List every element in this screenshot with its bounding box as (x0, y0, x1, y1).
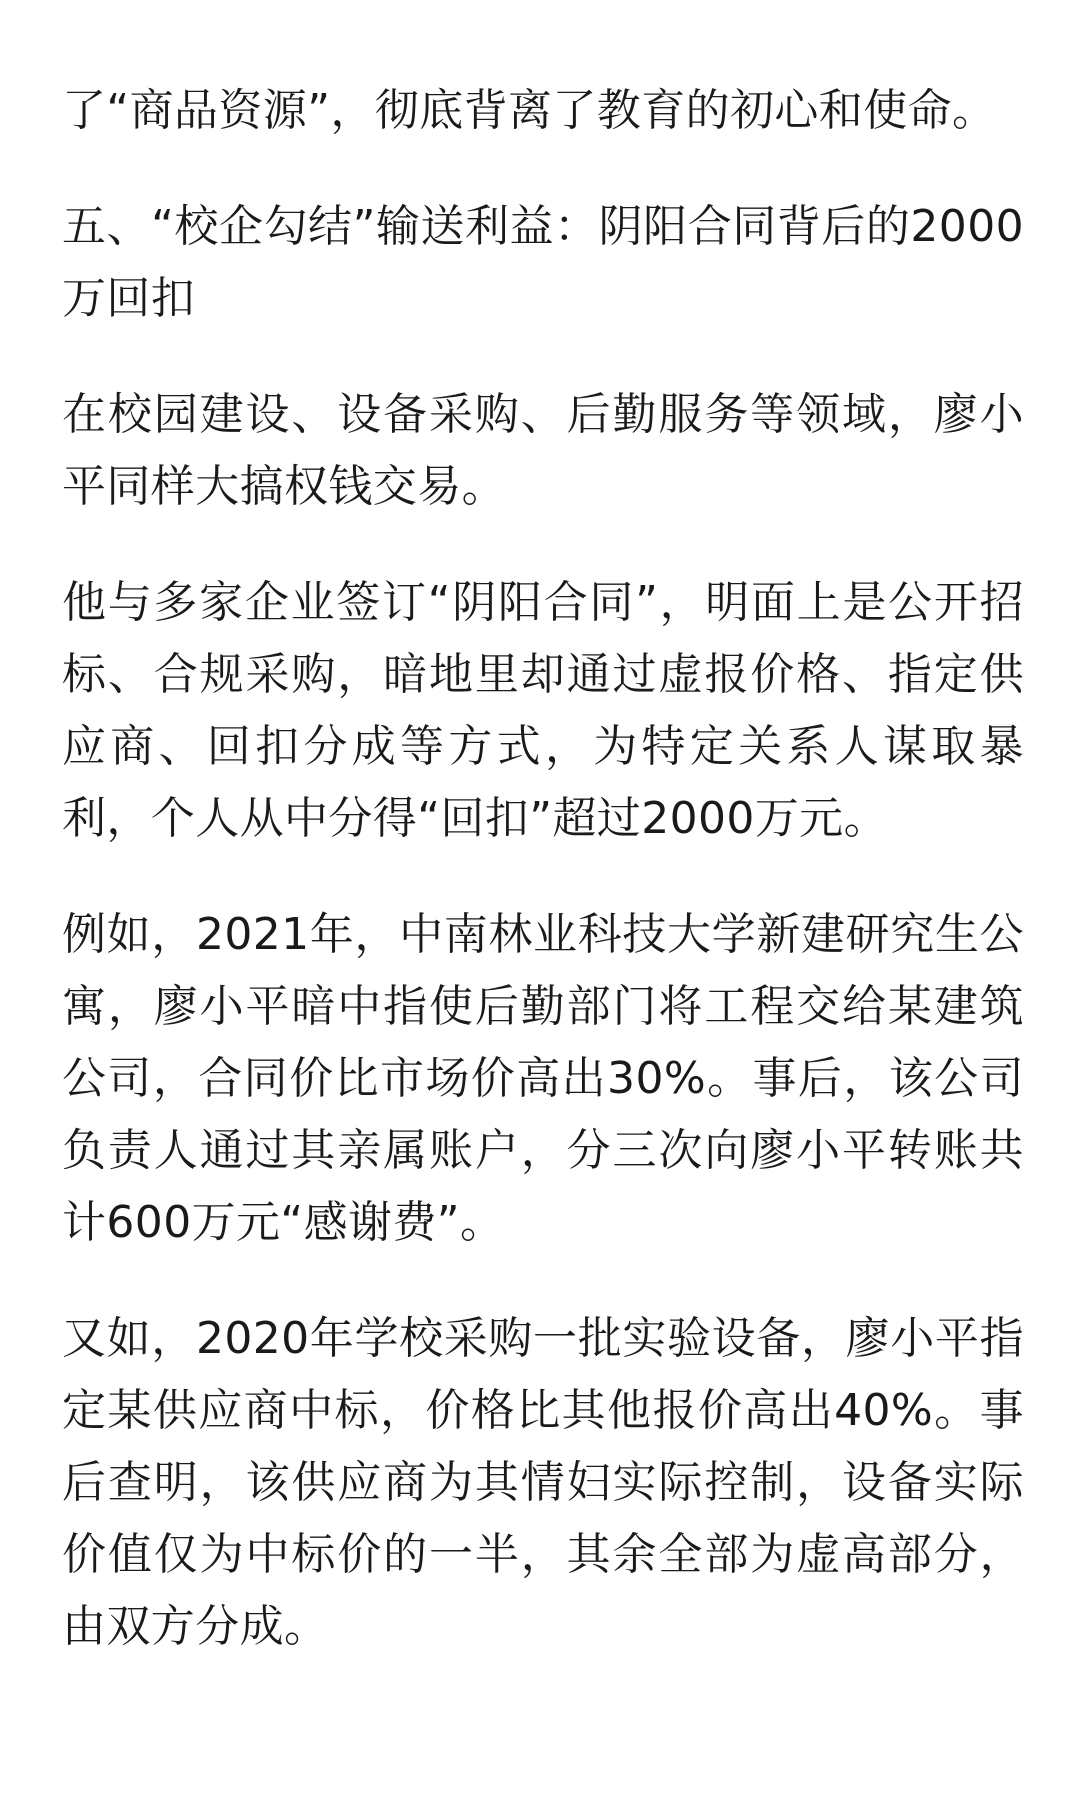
article-body (62, 75, 1024, 1707)
paragraph-campus-deals: 在校园建设、设备采购、后勤服务等领域，廖小平同样大搞权钱交易。 (62, 389, 1024, 512)
paragraph-yin-yang-contracts: 他与多家企业签订“阴阳合同”，明面上是公开招标、合规采购，暗地里却通过虚报价格、指定供应商、回扣分成等方式，为特定关系人谋取暴利，个人从中分得“回扣”超过2000万元。 (62, 577, 1024, 844)
paragraph-example-2021: 例如，2021年，中南林业科技大学新建研究生公寓，廖小平暗中指使后勤部门将工程交给某建筑公司，合同价比市场价高出30%。事后，该公司负责人通过其亲属账户，分三次向廖小平转账共计600万元“感谢费”。 (62, 909, 1024, 1248)
paragraph-example-2020: 又如，2020年学校采购一批实验设备，廖小平指定某供应商中标，价格比其他报价高出40%。事后查明，该供应商为其情妇实际控制，设备实际价值仅为中标价的一半，其余全部为虚高部分，由双方分成。 (62, 1313, 1024, 1652)
section-heading: 五、“校企勾结”输送利益：阴阳合同背后的2000万回扣 (62, 201, 1024, 324)
paragraph-intro-tail: 了“商品资源”，彻底背离了教育的初心和使命。 (62, 85, 997, 136)
